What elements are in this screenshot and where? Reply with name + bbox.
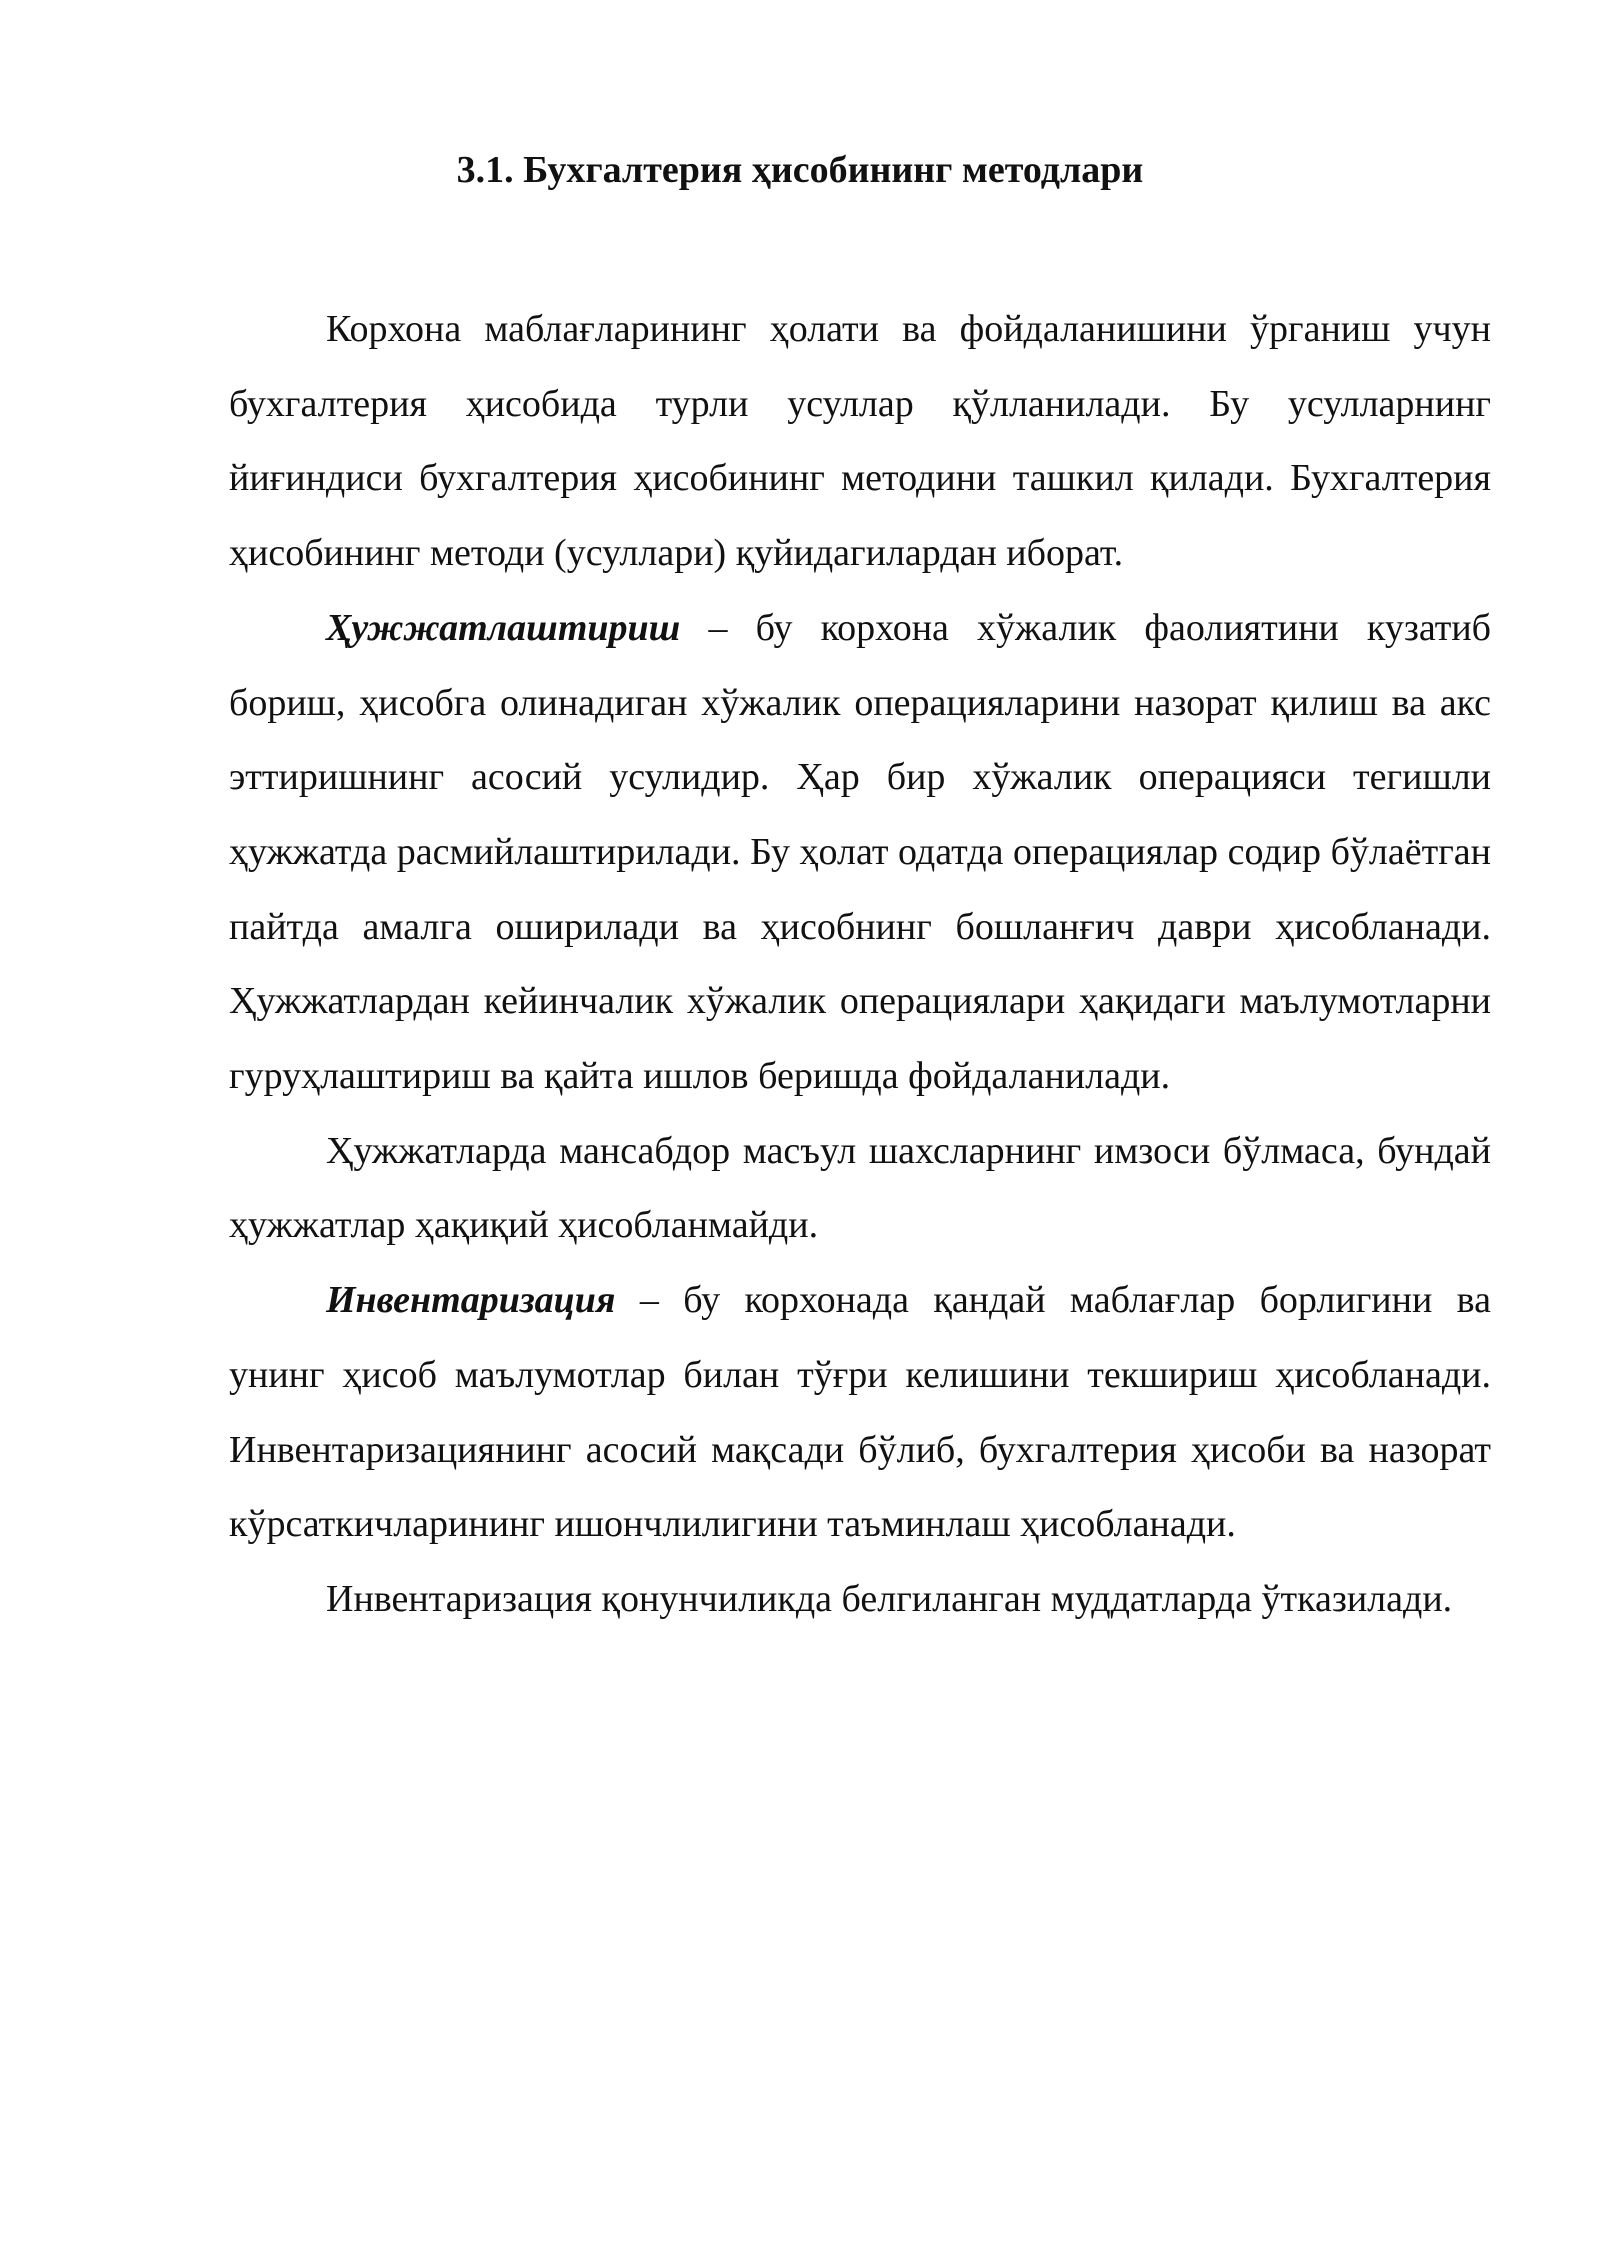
paragraph-signatures <box>229 1114 1491 1263</box>
paragraph-text: Инвентаризация қонунчиликда белгиланган муддатларда ўтказилади. <box>326 1577 1453 1620</box>
paragraph-text: Ҳужжатларда мансабдор масъул шахсларнинг имзоси бўлмаса, бундай ҳужжатлар ҳақиқий ҳисобланмайди. <box>229 1129 1491 1247</box>
paragraph-inventory <box>229 1263 1491 1562</box>
document-body <box>229 292 1491 1637</box>
paragraph-text: – бу корхона хўжалик фаолиятини кузатиб бориш, ҳисобга олинадиган хўжалик операцияларини назорат қилиш ва акс эттиришнинг асосий усулидир. Ҳар бир хўжалик операцияси тегишли ҳужжатда расмийлаштирилади. Бу ҳолат одатда операциялар содир бўлаётган пайтда амалга оширилади ва ҳисобнинг бошланғич даври ҳисобланади. Ҳужжатлардан кейинчалик хўжалик операциялари ҳақидаги маълумотларни гуруҳлаштириш ва қайта ишлов беришда фойдаланилади. <box>229 606 1491 1098</box>
paragraph-text: Корхона маблағларининг ҳолати ва фойдаланишини ўрганиш учун бухгалтерия ҳисобида турли усуллар қўлланилади. Бу усулларнинг йиғиндиси бухгалтерия ҳисобининг методини ташкил қилади. Бухгалтерия ҳисобининг методи (усуллари) қуйидагилардан иборат. <box>229 308 1491 575</box>
paragraph-documentation <box>229 591 1491 1114</box>
paragraph-intro <box>229 292 1491 591</box>
paragraph-text: – бу корхонада қандай маблағлар борлигини ва унинг ҳисоб маълумотлар билан тўғри келишини текшириш ҳисобланади. Инвентаризациянинг асосий мақсади бўлиб, бухгалтерия ҳисоби ва назорат кўрсаткичларининг ишончлилигини таъминлаш ҳисобланади. <box>229 1279 1491 1546</box>
section-title: 3.1. Бухгалтерия ҳисобининг методлари <box>456 149 1144 191</box>
term-inventory: Инвентаризация <box>326 1279 616 1322</box>
paragraph-inventory-terms <box>229 1562 1491 1637</box>
term-documentation: Ҳужжатлаштириш <box>326 606 681 649</box>
